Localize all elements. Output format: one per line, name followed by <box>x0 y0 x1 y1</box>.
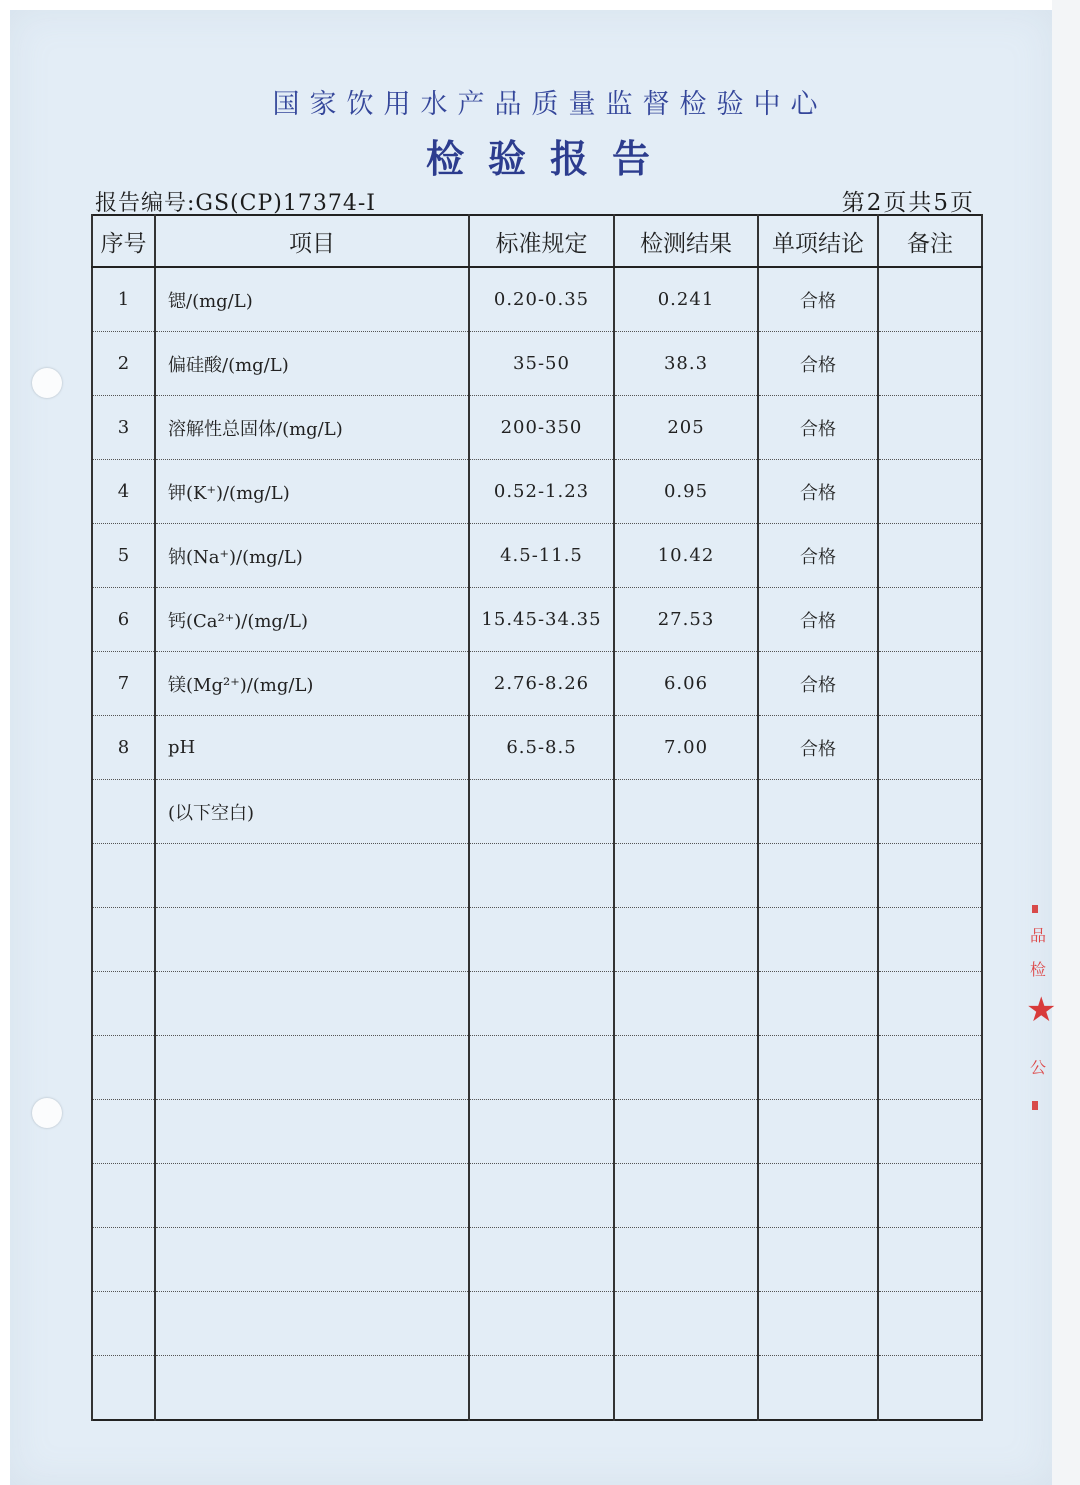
table-row <box>92 267 982 332</box>
cell-conclusion <box>758 780 878 844</box>
cell-standard: 0.52-1.23 <box>469 460 614 524</box>
cell-standard: 35-50 <box>469 332 614 396</box>
cell-conclusion <box>758 908 878 972</box>
cell-no <box>92 1100 155 1164</box>
cell-item: 镁(Mg²⁺)/(mg/L) <box>155 652 469 716</box>
col-header-conclusion: 单项结论 <box>758 215 878 267</box>
table-row <box>92 716 982 780</box>
cell-no <box>92 1292 155 1356</box>
red-seal-stamp <box>1026 905 1057 1110</box>
cell-result <box>614 844 758 908</box>
cell-standard: 200-350 <box>469 396 614 460</box>
cell-item: 钾(K⁺)/(mg/L) <box>155 460 469 524</box>
cell-conclusion: 合格 <box>758 652 878 716</box>
cell-no: 7 <box>92 652 155 716</box>
cell-item: (以下空白) <box>155 780 469 844</box>
cell-item <box>155 1164 469 1228</box>
cell-no <box>92 972 155 1036</box>
cell-standard: 2.76-8.26 <box>469 652 614 716</box>
cell-conclusion: 合格 <box>758 396 878 460</box>
cell-conclusion: 合格 <box>758 267 878 332</box>
cell-standard: 0.20-0.35 <box>469 267 614 332</box>
cell-item: 锶/(mg/L) <box>155 267 469 332</box>
cell-item <box>155 1036 469 1100</box>
cell-item <box>155 1356 469 1421</box>
cell-conclusion <box>758 972 878 1036</box>
cell-item <box>155 1228 469 1292</box>
cell-result <box>614 1292 758 1356</box>
stamp-text: 品 <box>1030 926 1047 945</box>
cell-no: 1 <box>92 267 155 332</box>
cell-remark <box>878 652 982 716</box>
cell-item <box>155 908 469 972</box>
cell-result: 0.241 <box>614 267 758 332</box>
cell-remark <box>878 1228 982 1292</box>
cell-no: 4 <box>92 460 155 524</box>
cell-result <box>614 972 758 1036</box>
report-number: 报告编号:GS(CP)17374-I <box>95 191 376 216</box>
cell-standard <box>469 908 614 972</box>
table-row <box>92 1356 982 1421</box>
cell-remark <box>878 1036 982 1100</box>
col-header-no: 序号 <box>92 215 155 267</box>
cell-conclusion <box>758 1292 878 1356</box>
col-header-standard: 标准规定 <box>469 215 614 267</box>
cell-conclusion <box>758 844 878 908</box>
cell-standard <box>469 1228 614 1292</box>
cell-item: pH <box>155 716 469 780</box>
cell-remark <box>878 460 982 524</box>
cell-result: 27.53 <box>614 588 758 652</box>
table-row <box>92 1228 982 1292</box>
cell-no <box>92 844 155 908</box>
cell-no: 6 <box>92 588 155 652</box>
table-row <box>92 524 982 588</box>
cell-remark <box>878 267 982 332</box>
cell-remark <box>878 524 982 588</box>
cell-remark <box>878 780 982 844</box>
cell-no <box>92 908 155 972</box>
cell-result: 10.42 <box>614 524 758 588</box>
cell-conclusion: 合格 <box>758 716 878 780</box>
table-row <box>92 652 982 716</box>
table-row <box>92 1036 982 1100</box>
cell-no: 8 <box>92 716 155 780</box>
table-row <box>92 460 982 524</box>
cell-conclusion: 合格 <box>758 332 878 396</box>
cell-conclusion <box>758 1036 878 1100</box>
cell-remark <box>878 588 982 652</box>
cell-remark <box>878 332 982 396</box>
page-info: 第2页共5页 <box>841 190 975 216</box>
table-row <box>92 780 982 844</box>
table-row <box>92 396 982 460</box>
cell-no: 3 <box>92 396 155 460</box>
cell-result <box>614 1036 758 1100</box>
cell-remark <box>878 1164 982 1228</box>
stamp-text: 检 <box>1030 960 1047 979</box>
table-row <box>92 972 982 1036</box>
cell-conclusion: 合格 <box>758 460 878 524</box>
cell-standard <box>469 1036 614 1100</box>
cell-result: 7.00 <box>614 716 758 780</box>
cell-conclusion: 合格 <box>758 524 878 588</box>
page-edge <box>1052 0 1080 1485</box>
table-row <box>92 1100 982 1164</box>
cell-result <box>614 1100 758 1164</box>
table-row <box>92 844 982 908</box>
cell-result: 6.06 <box>614 652 758 716</box>
cell-item: 钙(Ca²⁺)/(mg/L) <box>155 588 469 652</box>
star-icon: ★ <box>1026 990 1057 1030</box>
table-row <box>92 588 982 652</box>
cell-item <box>155 844 469 908</box>
report-title: 检验报告 <box>425 136 674 181</box>
cell-item <box>155 972 469 1036</box>
cell-item <box>155 1292 469 1356</box>
cell-conclusion <box>758 1356 878 1421</box>
table-row <box>92 1292 982 1356</box>
table-header-row <box>92 215 982 267</box>
cell-result <box>614 780 758 844</box>
cell-remark <box>878 908 982 972</box>
cell-result: 0.95 <box>614 460 758 524</box>
cell-standard <box>469 1100 614 1164</box>
cell-standard <box>469 972 614 1036</box>
col-header-item: 项目 <box>155 215 469 267</box>
stamp-text: 公 <box>1030 1058 1047 1077</box>
punch-hole-top <box>32 368 62 398</box>
cell-remark <box>878 1292 982 1356</box>
cell-conclusion <box>758 1164 878 1228</box>
cell-no: 5 <box>92 524 155 588</box>
results-table <box>91 214 983 1421</box>
cell-no <box>92 1164 155 1228</box>
cell-remark <box>878 1100 982 1164</box>
cell-remark <box>878 396 982 460</box>
cell-conclusion: 合格 <box>758 588 878 652</box>
cell-result <box>614 908 758 972</box>
cell-remark <box>878 972 982 1036</box>
cell-result <box>614 1164 758 1228</box>
cell-conclusion <box>758 1100 878 1164</box>
cell-conclusion <box>758 1228 878 1292</box>
cell-standard: 6.5-8.5 <box>469 716 614 780</box>
cell-standard <box>469 1292 614 1356</box>
cell-no <box>92 1356 155 1421</box>
cell-result <box>614 1228 758 1292</box>
table-row <box>92 1164 982 1228</box>
cell-no <box>92 1036 155 1100</box>
cell-standard <box>469 1164 614 1228</box>
cell-result: 38.3 <box>614 332 758 396</box>
org-name: 国家饮用水产品质量监督检验中心 <box>272 89 828 120</box>
cell-standard <box>469 844 614 908</box>
col-header-result: 检测结果 <box>614 215 758 267</box>
cell-standard: 15.45-34.35 <box>469 588 614 652</box>
table-row <box>92 332 982 396</box>
punch-hole-bottom <box>32 1098 62 1128</box>
cell-no <box>92 1228 155 1292</box>
cell-standard: 4.5-11.5 <box>469 524 614 588</box>
cell-item <box>155 1100 469 1164</box>
table-body <box>92 267 982 1420</box>
cell-item: 溶解性总固体/(mg/L) <box>155 396 469 460</box>
cell-result <box>614 1356 758 1421</box>
cell-no <box>92 780 155 844</box>
cell-no: 2 <box>92 332 155 396</box>
cell-standard <box>469 1356 614 1421</box>
cell-remark <box>878 844 982 908</box>
cell-standard <box>469 780 614 844</box>
table-row <box>92 908 982 972</box>
cell-result: 205 <box>614 396 758 460</box>
cell-remark <box>878 716 982 780</box>
col-header-remark: 备注 <box>878 215 982 267</box>
cell-item: 钠(Na⁺)/(mg/L) <box>155 524 469 588</box>
cell-remark <box>878 1356 982 1421</box>
cell-item: 偏硅酸/(mg/L) <box>155 332 469 396</box>
